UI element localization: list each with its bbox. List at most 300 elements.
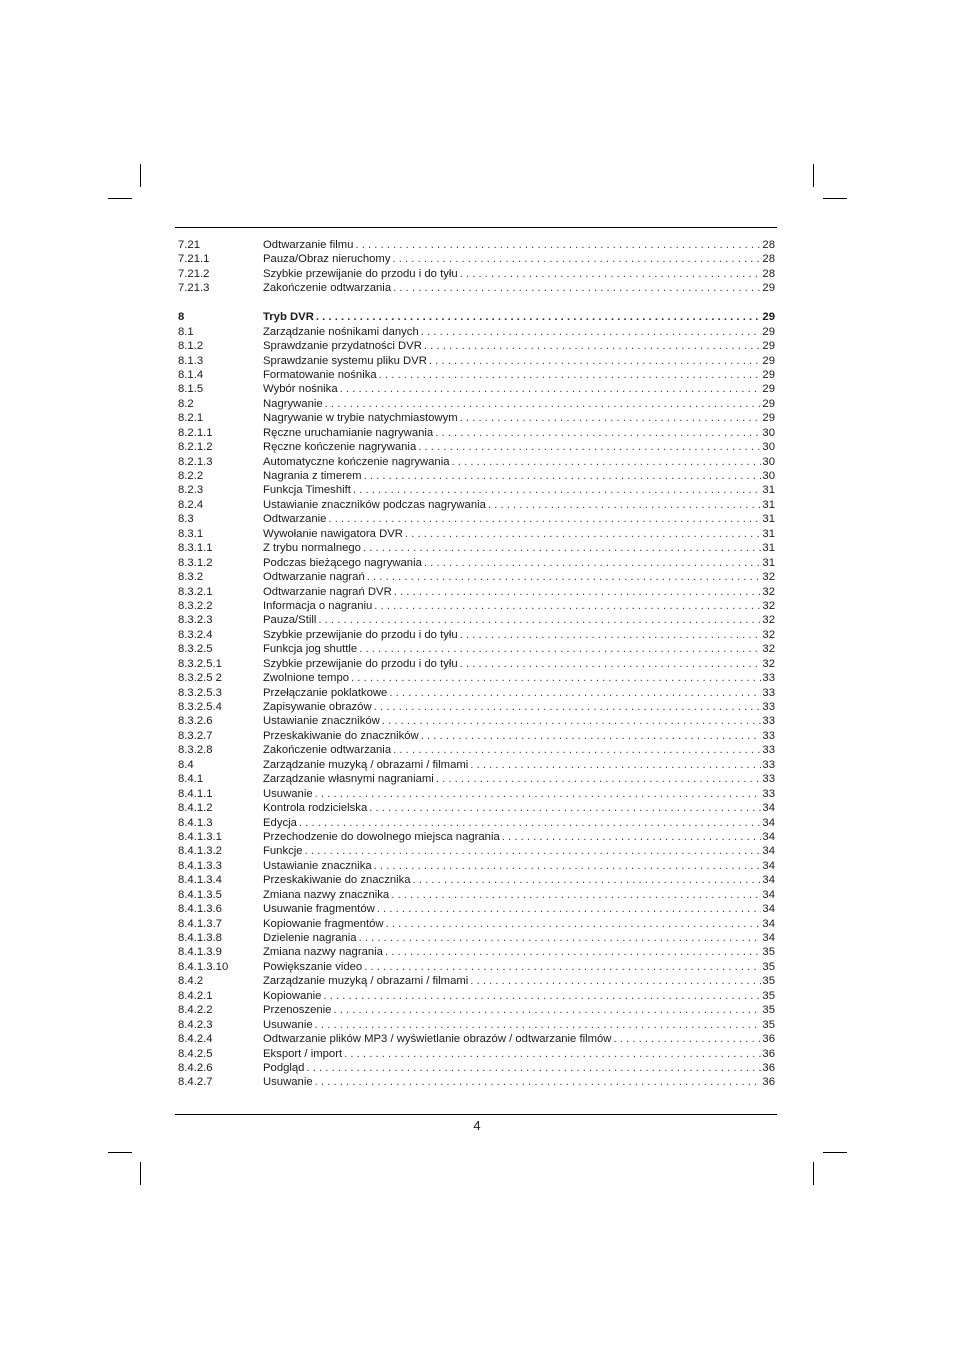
toc-leader-dots — [328, 512, 761, 526]
toc-entry — [263, 743, 775, 757]
toc-row[interactable] — [178, 931, 775, 945]
toc-page: 34 — [762, 874, 775, 887]
toc-page: 30 — [762, 441, 775, 454]
toc-leader-dots — [359, 642, 761, 656]
crop-mark — [140, 1162, 141, 1185]
toc-row[interactable] — [178, 974, 775, 988]
toc-number: 8.4.1.3.7 — [178, 917, 222, 930]
toc-entry — [263, 1047, 775, 1061]
toc-title: Nagrywanie — [263, 397, 323, 410]
toc-row[interactable] — [178, 354, 775, 368]
top-rule — [175, 227, 777, 228]
toc-number: 8.4.2.1 — [178, 989, 213, 1002]
toc-leader-dots — [316, 310, 762, 324]
toc-entry — [263, 252, 775, 266]
toc-number: 8.2.1.2 — [178, 441, 213, 454]
toc-number: 8.1.2 — [178, 340, 204, 353]
toc-page: 31 — [762, 527, 775, 540]
toc-page: 34 — [762, 917, 775, 930]
toc-number: 8.3.2.5 2 — [178, 672, 222, 685]
toc-leader-dots — [353, 483, 762, 497]
toc-leader-dots — [374, 859, 762, 873]
toc-number: 8.4.1.3.9 — [178, 946, 222, 959]
toc-row[interactable] — [178, 599, 775, 613]
toc-number: 8 — [178, 311, 185, 324]
toc-entry — [263, 368, 775, 382]
toc-row[interactable] — [178, 873, 775, 887]
toc-row[interactable] — [178, 1032, 775, 1046]
toc-page: 33 — [762, 758, 775, 771]
toc-leader-dots — [323, 989, 761, 1003]
toc-number: 8.4.1 — [178, 773, 204, 786]
toc-leader-dots — [460, 267, 762, 281]
toc-leader-dots — [306, 1061, 761, 1075]
toc-title: Odtwarzanie filmu — [263, 239, 354, 251]
toc-leader-dots — [299, 816, 762, 830]
toc-leader-dots — [436, 772, 762, 786]
toc-page: 28 — [762, 267, 775, 280]
toc-leader-dots — [389, 686, 761, 700]
toc-title: Usuwanie — [263, 1076, 313, 1089]
toc-page: 33 — [762, 744, 775, 757]
toc-leader-dots — [460, 411, 762, 425]
toc-number: 8.2.1 — [178, 412, 204, 425]
toc-leader-dots — [374, 700, 762, 714]
toc-entry — [263, 816, 775, 830]
toc-page: 33 — [762, 787, 775, 800]
toc-row[interactable] — [178, 801, 775, 815]
toc-page: 29 — [762, 368, 775, 381]
toc-number: 8.3.2.7 — [178, 729, 213, 742]
toc-number: 8.4.2.7 — [178, 1076, 213, 1089]
toc-row[interactable] — [178, 657, 775, 671]
toc-page: 35 — [762, 946, 775, 959]
page-number: 4 — [473, 1118, 481, 1133]
toc-title: Zmiana nazwy znacznika — [263, 888, 390, 901]
toc-page: 29 — [762, 282, 775, 295]
toc-entry — [263, 758, 775, 772]
toc-title: Zwolnione tempo — [263, 672, 350, 685]
toc-row[interactable] — [178, 960, 775, 974]
toc-title: Podczas bieżącego nagrywania — [263, 556, 422, 569]
toc-leader-dots — [452, 455, 762, 469]
toc-number: 8.4.1.2 — [178, 802, 213, 815]
toc-title: Kopiowanie fragmentów — [263, 917, 384, 930]
toc-row[interactable] — [178, 844, 775, 858]
toc-leader-dots — [351, 671, 761, 685]
toc-number: 8.4.1.3.5 — [178, 888, 222, 901]
toc-leader-dots — [355, 238, 761, 252]
toc-leader-dots — [405, 527, 762, 541]
toc-number: 8.4.1.3.10 — [178, 960, 229, 973]
toc-page: 28 — [762, 239, 775, 251]
toc-number: 8.4.2.2 — [178, 1004, 213, 1017]
toc-title: Przenoszenie — [263, 1004, 332, 1017]
toc-entry — [263, 1032, 775, 1046]
toc-row[interactable] — [178, 426, 775, 440]
toc-entry — [263, 902, 775, 916]
toc-title: Ustawianie znacznika — [263, 859, 372, 872]
crop-mark — [108, 1152, 132, 1153]
crop-mark — [813, 1162, 814, 1185]
toc-leader-dots — [344, 1047, 761, 1061]
toc-title: Zakończenie odtwarzania — [263, 744, 392, 757]
toc-row[interactable] — [178, 325, 775, 339]
toc-row[interactable] — [178, 888, 775, 902]
toc-entry — [263, 931, 775, 945]
toc-number: 8.2.1.3 — [178, 455, 213, 468]
toc-page: 29 — [762, 397, 775, 410]
toc-row[interactable] — [178, 642, 775, 656]
toc-entry — [263, 671, 775, 685]
toc-leader-dots — [413, 873, 762, 887]
toc-number: 8.2.4 — [178, 498, 204, 511]
toc-entry — [263, 426, 775, 440]
toc-row[interactable] — [178, 382, 775, 396]
toc-row[interactable] — [178, 252, 775, 266]
toc-number: 8.4.1.3.4 — [178, 874, 222, 887]
toc-page: 31 — [762, 513, 775, 526]
toc-row[interactable] — [178, 700, 775, 714]
toc-entry — [263, 974, 775, 988]
toc-leader-dots — [364, 469, 762, 483]
toc-number: 8.4.2.6 — [178, 1061, 213, 1074]
toc-title: Z trybu normalnego — [263, 542, 361, 555]
toc-page: 34 — [762, 932, 775, 944]
toc-leader-dots — [305, 844, 762, 858]
toc-leader-dots — [364, 960, 761, 974]
toc-row[interactable] — [178, 613, 775, 627]
toc-row[interactable] — [178, 830, 775, 844]
toc-leader-dots — [325, 397, 762, 411]
toc-row[interactable] — [178, 758, 775, 772]
toc-page: 28 — [762, 253, 775, 266]
toc-number: 8.4.1.3.1 — [178, 830, 222, 843]
toc-entry — [263, 801, 775, 815]
toc-row[interactable] — [178, 902, 775, 916]
toc-leader-dots — [367, 570, 762, 584]
toc-page: 34 — [762, 816, 775, 829]
toc-row[interactable] — [178, 483, 775, 497]
toc-page: 35 — [762, 1004, 775, 1017]
toc-page: 33 — [762, 715, 775, 728]
toc-page: 32 — [762, 657, 775, 670]
toc-number: 8.3.2.3 — [178, 614, 213, 627]
toc-entry — [263, 960, 775, 974]
toc-title: Edycja — [263, 816, 297, 829]
toc-row[interactable] — [178, 1047, 775, 1061]
toc-number: 8.4 — [178, 758, 194, 771]
toc-leader-dots — [315, 1018, 762, 1032]
toc-title: Usuwanie fragmentów — [263, 903, 375, 916]
toc-page: 36 — [762, 1033, 775, 1046]
toc-entry — [263, 686, 775, 700]
toc-page: 35 — [762, 960, 775, 973]
toc-row[interactable] — [178, 729, 775, 743]
toc-entry — [263, 830, 775, 844]
toc-row[interactable] — [178, 1061, 775, 1075]
toc-title: Wywołanie nawigatora DVR — [263, 527, 403, 540]
toc-row[interactable] — [178, 1018, 775, 1032]
toc-entry — [263, 657, 775, 671]
toc-row[interactable] — [178, 469, 775, 483]
toc-leader-dots — [470, 974, 761, 988]
toc-title: Automatyczne kończenie nagrywania — [263, 455, 450, 468]
crop-mark — [140, 164, 141, 187]
toc-leader-dots — [394, 585, 762, 599]
toc-number: 8.4.1.3.6 — [178, 903, 222, 916]
toc-leader-dots — [386, 917, 762, 931]
toc-page: 33 — [762, 686, 775, 699]
toc-row[interactable] — [178, 541, 775, 555]
toc-title: Funkcja jog shuttle — [263, 643, 358, 656]
toc-page: 30 — [762, 455, 775, 468]
toc-entry — [263, 354, 775, 368]
toc-row[interactable] — [178, 440, 775, 454]
toc-row[interactable] — [178, 787, 775, 801]
toc-title: Pauza/Obraz nieruchomy — [263, 253, 391, 266]
toc-title: Usuwanie — [263, 1018, 313, 1031]
toc-leader-dots — [392, 252, 761, 266]
toc-row[interactable] — [178, 570, 775, 584]
toc-number: 8.4.2.4 — [178, 1033, 213, 1046]
toc-number: 7.21.3 — [178, 282, 210, 295]
toc-row[interactable] — [178, 714, 775, 728]
toc-entry — [263, 411, 775, 425]
toc-number: 8.4.1.3.8 — [178, 932, 222, 944]
toc-number: 8.3.2 — [178, 571, 204, 584]
toc-entry — [263, 281, 775, 295]
toc-row[interactable] — [178, 1075, 775, 1089]
toc-row[interactable] — [178, 512, 775, 526]
toc-number: 8.4.1.1 — [178, 787, 213, 800]
toc-title: Sprawdzanie systemu pliku DVR — [263, 354, 427, 367]
toc-entry — [263, 325, 775, 339]
toc-leader-dots — [418, 440, 761, 454]
toc-leader-dots — [333, 1003, 761, 1017]
toc-leader-dots — [374, 599, 761, 613]
toc-entry — [263, 1075, 775, 1089]
toc-number: 8.3.1.2 — [178, 556, 213, 569]
toc-row[interactable] — [178, 743, 775, 757]
toc-row[interactable] — [178, 411, 775, 425]
toc-entry — [263, 989, 775, 1003]
toc-title: Przeskakiwanie do znacznika — [263, 874, 411, 887]
toc-title: Pauza/Still — [263, 614, 317, 627]
toc-row[interactable] — [178, 527, 775, 541]
toc-number: 8.3.1.1 — [178, 542, 213, 555]
toc-leader-dots — [369, 801, 761, 815]
toc-page: 34 — [762, 830, 775, 843]
toc-leader-dots — [391, 888, 761, 902]
toc-row[interactable] — [178, 498, 775, 512]
toc-number: 8.4.1.3 — [178, 816, 213, 829]
toc-title: Przeskakiwanie do znaczników — [263, 729, 419, 742]
toc-row[interactable] — [178, 1003, 775, 1017]
toc-entry — [263, 1003, 775, 1017]
toc-entry — [263, 498, 775, 512]
toc-title: Odtwarzanie nagrań — [263, 571, 365, 584]
toc-page: 29 — [762, 311, 775, 324]
toc-entry — [263, 888, 775, 902]
toc-leader-dots — [429, 354, 762, 368]
toc-number: 8.3.2.6 — [178, 715, 213, 728]
toc-leader-dots — [460, 657, 762, 671]
toc-row[interactable] — [178, 310, 775, 324]
toc-title: Podgląd — [263, 1061, 305, 1074]
toc-entry — [263, 527, 775, 541]
toc-title: Nagrania z timerem — [263, 470, 362, 482]
toc-page: 31 — [762, 484, 775, 497]
toc-leader-dots — [424, 556, 762, 570]
toc-page: 34 — [762, 903, 775, 916]
toc-entry — [263, 556, 775, 570]
toc-page: 30 — [762, 426, 775, 439]
toc-entry — [263, 267, 775, 281]
toc-row[interactable] — [178, 238, 775, 252]
toc-row[interactable] — [178, 945, 775, 959]
toc-entry — [263, 844, 775, 858]
toc-page: 36 — [762, 1076, 775, 1089]
toc-number: 8.2.2 — [178, 470, 204, 482]
toc-row[interactable] — [178, 267, 775, 281]
toc-page: 29 — [762, 340, 775, 353]
toc-page: 34 — [762, 859, 775, 872]
toc-row[interactable] — [178, 339, 775, 353]
toc-title: Odtwarzanie — [263, 513, 327, 526]
toc-number: 8.4.2 — [178, 975, 204, 988]
toc-row[interactable] — [178, 989, 775, 1003]
toc-entry — [263, 397, 775, 411]
toc-page: 30 — [762, 470, 775, 482]
toc-entry — [263, 772, 775, 786]
toc-title: Przełączanie poklatkowe — [263, 686, 388, 699]
toc-row[interactable] — [178, 556, 775, 570]
toc-entry — [263, 859, 775, 873]
toc-title: Przechodzenie do dowolnego miejsca nagrania — [263, 830, 500, 843]
toc-entry — [263, 512, 775, 526]
toc-entry — [263, 382, 775, 396]
toc-entry — [263, 729, 775, 743]
toc-page: 33 — [762, 672, 775, 685]
toc-entry — [263, 1018, 775, 1032]
toc-page: 35 — [762, 989, 775, 1002]
toc-row[interactable] — [178, 281, 775, 295]
toc-row[interactable] — [178, 628, 775, 642]
toc-page: 31 — [762, 556, 775, 569]
toc-row[interactable] — [178, 671, 775, 685]
toc-leader-dots — [613, 1032, 761, 1046]
toc-number: 8.1.5 — [178, 383, 204, 396]
toc-leader-dots — [385, 945, 761, 959]
toc-title: Odtwarzanie nagrań DVR — [263, 585, 392, 598]
toc-number: 8.4.2.5 — [178, 1047, 213, 1060]
toc-number: 7.21.1 — [178, 253, 210, 266]
toc-row[interactable] — [178, 816, 775, 830]
toc-number: 8.3 — [178, 513, 194, 526]
toc-page: 36 — [762, 1047, 775, 1060]
toc-number: 7.21.2 — [178, 267, 210, 280]
toc-entry — [263, 714, 775, 728]
toc-row[interactable] — [178, 455, 775, 469]
toc-number: 8.3.2.4 — [178, 628, 213, 641]
toc-leader-dots — [340, 382, 762, 396]
toc-entry — [263, 585, 775, 599]
toc-title: Ręczne uruchamianie nagrywania — [263, 426, 434, 439]
toc-entry — [263, 339, 775, 353]
toc-title: Ręczne kończenie nagrywania — [263, 441, 417, 454]
toc-title: Zapisywanie obrazów — [263, 701, 372, 713]
toc-row[interactable] — [178, 585, 775, 599]
toc-row[interactable] — [178, 397, 775, 411]
toc-entry — [263, 1061, 775, 1075]
toc-title: Kontrola rodzicielska — [263, 802, 368, 815]
toc-title: Zarządzanie nośnikami danych — [263, 325, 419, 338]
toc-leader-dots — [421, 325, 762, 339]
toc-number: 8.4.1.3.2 — [178, 845, 222, 858]
toc-entry — [263, 945, 775, 959]
toc-number: 8.3.2.5.1 — [178, 657, 222, 670]
toc-row[interactable] — [178, 859, 775, 873]
toc-page: 34 — [762, 845, 775, 858]
toc-page: 29 — [762, 383, 775, 396]
toc-leader-dots — [382, 714, 762, 728]
toc-title: Usuwanie — [263, 787, 313, 800]
toc-title: Zarządzanie muzyką / obrazami / filmami — [263, 758, 469, 771]
toc-leader-dots — [393, 281, 761, 295]
toc-entry — [263, 642, 775, 656]
toc-entry — [263, 917, 775, 931]
toc-row[interactable] — [178, 686, 775, 700]
toc-title: Tryb DVR — [263, 311, 314, 324]
toc-number: 8.1.3 — [178, 354, 204, 367]
toc-entry — [263, 570, 775, 584]
toc-title: Szybkie przewijanie do przodu i do tyłu — [263, 657, 458, 670]
toc-row[interactable] — [178, 917, 775, 931]
toc-page: 29 — [762, 412, 775, 425]
toc-title: Dzielenie nagrania — [263, 932, 357, 944]
bottom-rule — [175, 1114, 777, 1115]
toc-page: 34 — [762, 888, 775, 901]
toc-leader-dots — [460, 628, 762, 642]
crop-mark — [823, 1152, 847, 1153]
toc-page: 29 — [762, 325, 775, 338]
toc-number: 8.4.2.3 — [178, 1018, 213, 1031]
toc-title: Zarządzanie własnymi nagraniami — [263, 773, 434, 786]
toc-entry — [263, 628, 775, 642]
toc-leader-dots — [502, 830, 762, 844]
toc-number: 8.2.3 — [178, 484, 204, 497]
crop-mark — [108, 198, 132, 199]
toc-page: 32 — [762, 599, 775, 612]
toc-leader-dots — [359, 931, 762, 945]
toc-page: 34 — [762, 802, 775, 815]
toc-entry — [263, 873, 775, 887]
toc-entry — [263, 469, 775, 483]
toc-row[interactable] — [178, 772, 775, 786]
toc-page: 31 — [762, 498, 775, 511]
crop-mark — [823, 198, 847, 199]
toc-number: 8.2 — [178, 397, 194, 410]
toc-leader-dots — [488, 498, 762, 512]
toc-leader-dots — [315, 787, 762, 801]
toc-title: Funkcja Timeshift — [263, 484, 351, 497]
toc-title: Formatowanie nośnika — [263, 368, 377, 381]
toc-number: 8.3.2.5 — [178, 643, 213, 656]
toc-entry — [263, 310, 775, 324]
toc-row[interactable] — [178, 368, 775, 382]
toc-entry — [263, 440, 775, 454]
